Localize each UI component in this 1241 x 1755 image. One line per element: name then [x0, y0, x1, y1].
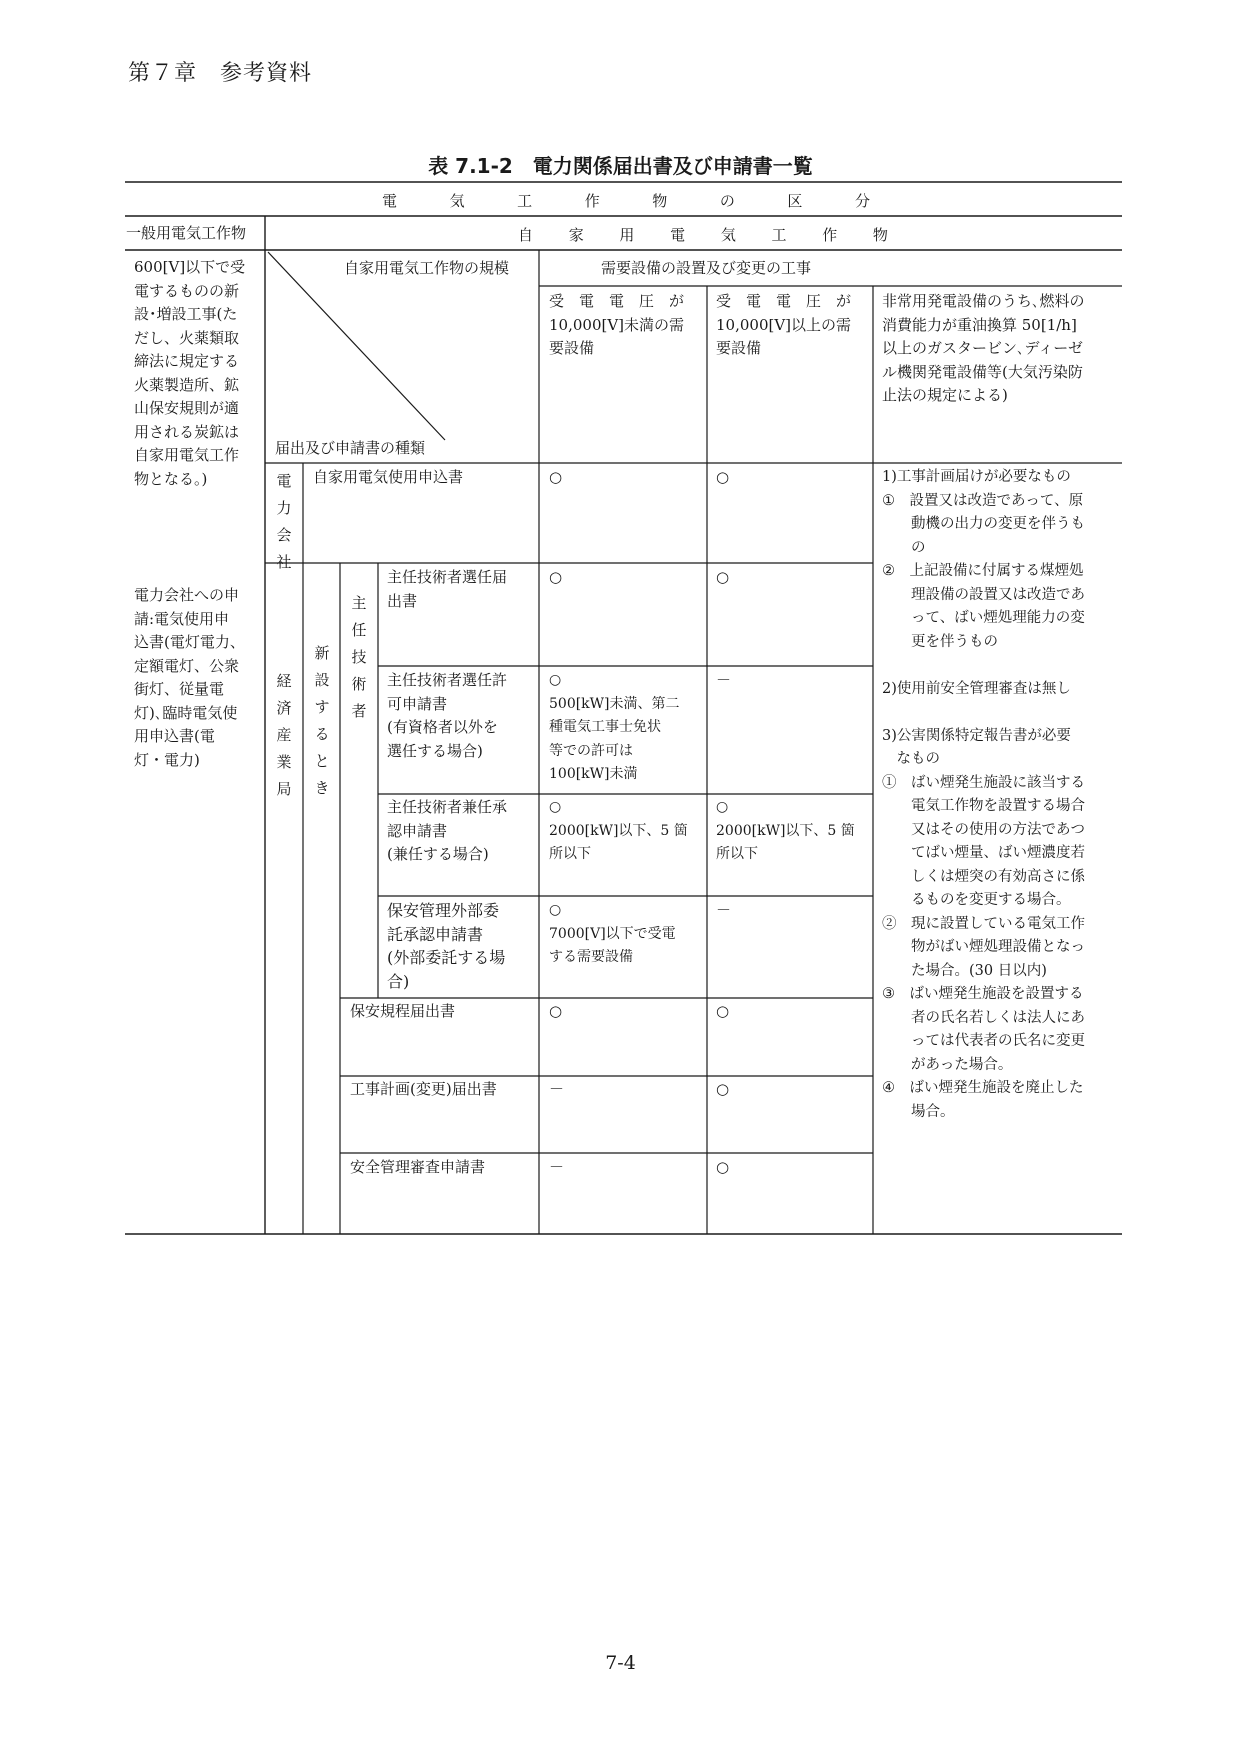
row-col2: ○	[716, 1080, 730, 1098]
row-col2: ○	[716, 468, 730, 486]
row-name: 自家用電気使用申込書	[313, 468, 464, 486]
row-name: 主任技術者選任届 出書	[387, 568, 508, 610]
header-char: 区	[787, 192, 803, 210]
header-char: 電	[382, 192, 398, 210]
header-char: 工	[517, 192, 533, 210]
header-char: 物	[872, 226, 888, 244]
chief-engineer-label: 主 任 技 術 者	[351, 594, 367, 720]
row-col2: ○ 2000[kW]以下、5 箇 所以下	[716, 799, 855, 862]
row-col1: ○ 500[kW]未満、第二 種電気工事士免状 等での許可は 100[kW]未満	[549, 672, 680, 782]
row-col1: ○ 7000[V]以下で受電 する需要設備	[549, 902, 676, 965]
scale-header: 自家用電気工作物の規模	[344, 259, 510, 277]
demand-equipment-header: 需要設備の設置及び変更の工事	[600, 259, 811, 277]
row-col2: ○	[716, 568, 730, 586]
header-row-electric-works	[382, 190, 870, 211]
power-company-application-note: 電力会社への申 請:電気使用申 込書(電灯電力、 定額電灯、公衆 街灯、従量電 灯)､臨時電気使 用申込書(電 灯・電力)	[134, 586, 245, 769]
meti-bureau-label: 経 済 産 業 局	[276, 672, 292, 798]
row-name: 保安規程届出書	[350, 1002, 456, 1020]
row-name: 主任技術者兼任承 認申請書 (兼任する場合)	[387, 798, 508, 863]
header-char: 工	[771, 226, 787, 244]
page-number: 7-4	[605, 1652, 636, 1674]
row-col1: ○	[549, 568, 563, 586]
row-col1: ○ 2000[kW]以下、5 箇 所以下	[549, 799, 688, 862]
row-col2: －	[716, 671, 732, 689]
header-char: の	[719, 192, 735, 210]
row-col2: ○	[716, 1158, 730, 1176]
row-col1: ○	[549, 1002, 563, 1020]
header-char: 家	[568, 226, 584, 244]
document-type-header: 届出及び申請書の種類	[275, 439, 426, 457]
row-name: 工事計画(変更)届出書	[350, 1080, 497, 1098]
remarks-notes: 1)工事計画届けが必要なもの ① 設置又は改造であって、原 動機の出力の変更を伴うも の ② 上記設備に付属する煤煙処 理設備の設置又は改造であ って、ばい煙処理能力の変 更を伴うもの 2)使用前安全管理審査は無し 3)公害関係特定報告書が必要 なもの ① ばい煙発生施設に該当する 電気工作物を設置する場合 又はその使用の方法であつ てばい煙量、ばい煙濃度若 しくは煙突の有効高さに係 るものを変更する場合。 ② 現に設置している電気工作 物がばい煙処理設備となっ た場合。(30 日以内) ③ ばい煙発生施設を設置する 者の氏名若しくは法人にあ っては代表者の氏名に変更 があった場合。 ④ ばい煙発生施設を廃止した 場合。	[882, 469, 1085, 1120]
header-char: 気	[449, 192, 465, 210]
row-col2: ○	[716, 1002, 730, 1020]
header-char: 作	[584, 192, 600, 210]
chapter-heading: 第７章 参考資料	[128, 61, 313, 86]
header-char: 用	[619, 226, 635, 244]
row-col1: ○	[549, 468, 563, 486]
header-char: 気	[720, 226, 736, 244]
header-char: 電	[670, 226, 686, 244]
general-works-note: 600[V]以下で受 電するものの新 設･増設工事(た だし、火薬類取 締法に規定する 火薬製造所、鉱 山保安規則が適 用される炭鉱は 自家用電気工作 物となる。)	[134, 258, 246, 488]
general-electric-works-label: 一般用電気工作物	[126, 224, 247, 242]
header-char: 自	[518, 226, 534, 244]
header-char: 作	[822, 226, 838, 244]
power-company-label: 電 力 会 社	[276, 472, 292, 571]
header-char: 物	[652, 192, 668, 210]
col-header-over-10kv: 受 電 電 圧 が 10,000[V]以上の需 要設備	[716, 292, 852, 357]
new-installation-label: 新 設 す る と き	[314, 644, 330, 797]
row-col1: －	[549, 1080, 565, 1098]
row-name: 保安管理外部委 託承認申請書 (外部委託する場 合)	[387, 901, 506, 991]
col-header-emergency-generator: 非常用発電設備のうち､燃料の 消費能力が重油換算 50[1/h] 以上のガスタービン､ディーゼ ル機関発電設備等(大気汚染防 止法の規定による)	[882, 292, 1085, 404]
row-col2: －	[716, 901, 732, 919]
table-title: 表 7.1-2 電力関係届出書及び申請書一覧	[428, 154, 813, 178]
row-name: 安全管理審査申請書	[350, 1158, 486, 1176]
col-header-under-10kv: 受 電 電 圧 が 10,000[V]未満の需 要設備	[549, 292, 685, 357]
header-char: 分	[854, 192, 870, 210]
row-name: 主任技術者選任許 可申請書 (有資格者以外を 選任する場合)	[387, 671, 508, 760]
header-row-private-works	[518, 224, 888, 245]
row-col1: －	[549, 1158, 565, 1176]
